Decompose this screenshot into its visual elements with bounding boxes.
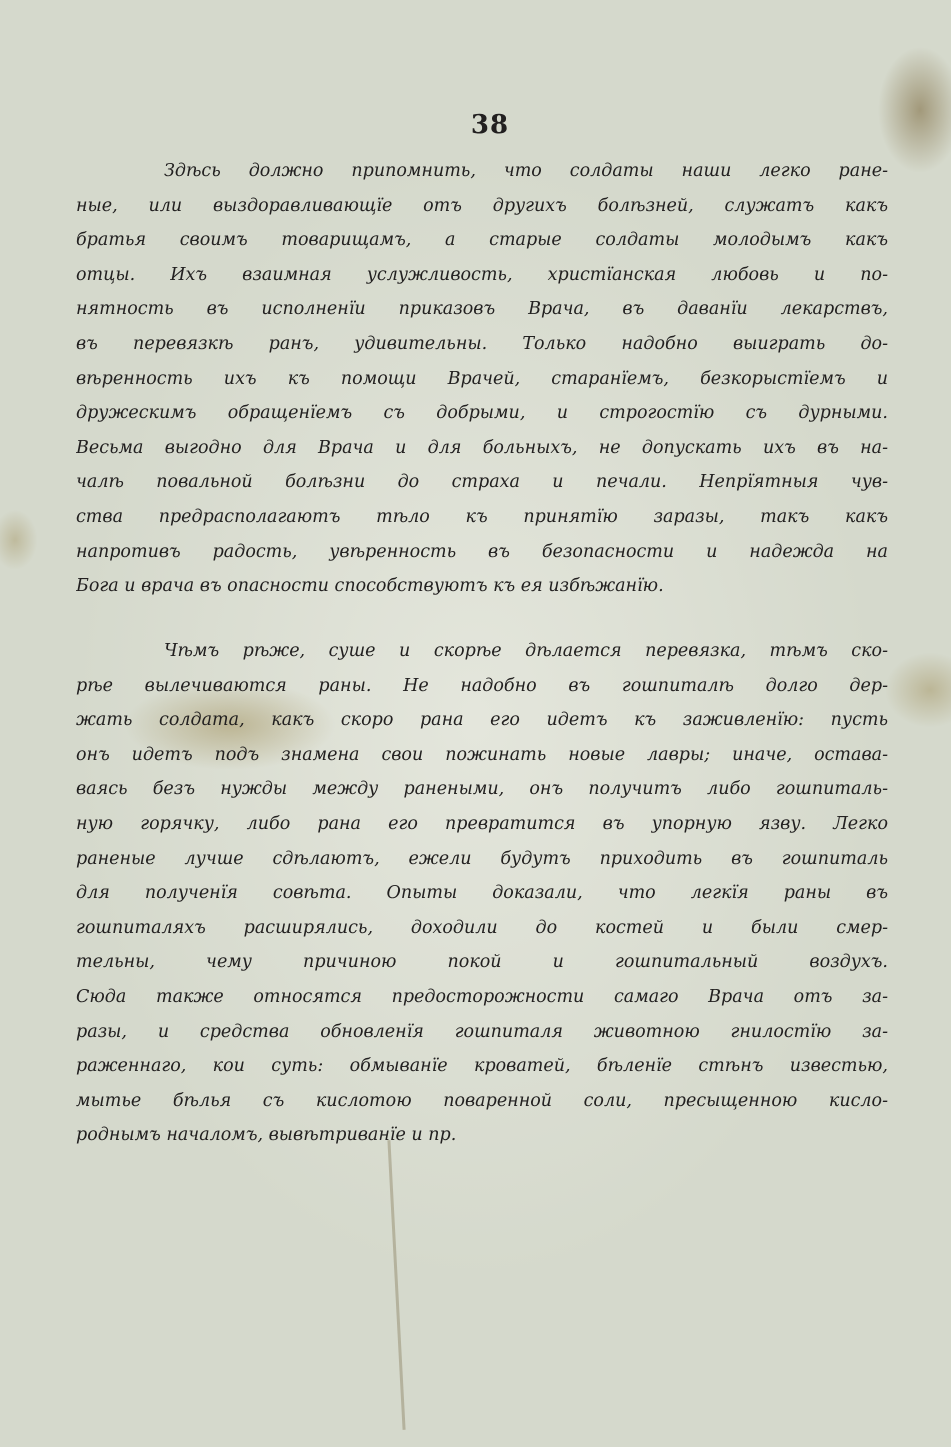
text-line: нятность въ исполненїи приказовъ Врача, въ даванїи лекарствъ, [76, 299, 888, 320]
paragraph-1 [76, 154, 888, 604]
text-line: дружескимъ обращенїемъ съ добрыми, и строгостїю съ дурными. [76, 403, 888, 424]
text-line: гошпиталяхъ расширялись, доходили до костей и были смер- [76, 917, 888, 938]
text-line: вѣренность ихъ къ помощи Врачей, старанїемъ, безкорыстїемъ и [76, 368, 888, 389]
text-line: тельны, чему причиною покой и гошпитальный воздухъ. [76, 952, 888, 973]
paper-crease [387, 1140, 405, 1430]
text-line: раненые лучше сдѣлаютъ, ежели будутъ приходить въ гошпиталь [76, 848, 888, 869]
text-line: въ перевязкѣ ранъ, удивительны. Только надобно выиграть до- [76, 333, 888, 354]
text-line: мытье бѣлья съ кислотою поваренной соли, пресыщенною кисло- [76, 1090, 888, 1111]
text-line: чалѣ повальной болѣзни до страха и печали. Непрїятныя чув- [76, 472, 888, 493]
text-line: отцы. Ихъ взаимная услужливость, христїанская любовь и по- [76, 264, 888, 285]
paragraph-2 [76, 634, 888, 1153]
text-line: рѣе вылечиваются раны. Не надобно въ гошпиталѣ долго дер- [76, 675, 888, 696]
text-line: ства предрасполагаютъ тѣло къ принятїю заразы, такъ какъ [76, 506, 888, 527]
text-line: Чѣмъ рѣже, суше и скорѣе дѣлается перевязка, тѣмъ ско- [164, 641, 888, 661]
text-line: Здѣсь должно припомнить, что солдаты наши легко ране- [164, 161, 888, 181]
text-line: роднымъ началомъ, вывѣтриванїе и пр. [76, 1125, 457, 1146]
text-line: раженнаго, кои суть: обмыванїе кроватей, бѣленїе стѣнъ известью, [76, 1056, 888, 1077]
text-line: Весьма выгодно для Врача и для больныхъ, не допускать ихъ въ на- [76, 437, 888, 458]
page-number: 38 [470, 110, 510, 140]
text-line: Сюда также относятся предосторожности самаго Врача отъ за- [76, 986, 888, 1007]
text-line: разы, и средства обновленїя гошпиталя животною гнилостїю за- [76, 1021, 888, 1042]
text-line: для полученїя совѣта. Опыты доказали, что легкїя раны въ [76, 883, 888, 904]
text-line: ные, или выздоравливающїе отъ другихъ болѣзней, служатъ какъ [76, 195, 888, 216]
text-line: братья своимъ товарищамъ, а старые солдаты молодымъ какъ [76, 230, 888, 251]
text-line: ваясь безъ нужды между ранеными, онъ получитъ либо гошпиталь- [76, 779, 888, 800]
text-line: жать солдата, какъ скоро рана его идетъ къ заживленїю: пусть [76, 710, 888, 731]
text-line: Бога и врача въ опасности способствуютъ къ ея избѣжанїю. [76, 576, 664, 597]
text-line: ную горячку, либо рана его превратится въ упорную язву. Легко [76, 813, 888, 834]
text-line: онъ идетъ подъ знамена свои пожинать новые лавры; иначе, остава- [76, 744, 888, 765]
text-line: напротивъ радость, увѣренность въ безопасности и надежда на [76, 541, 888, 562]
